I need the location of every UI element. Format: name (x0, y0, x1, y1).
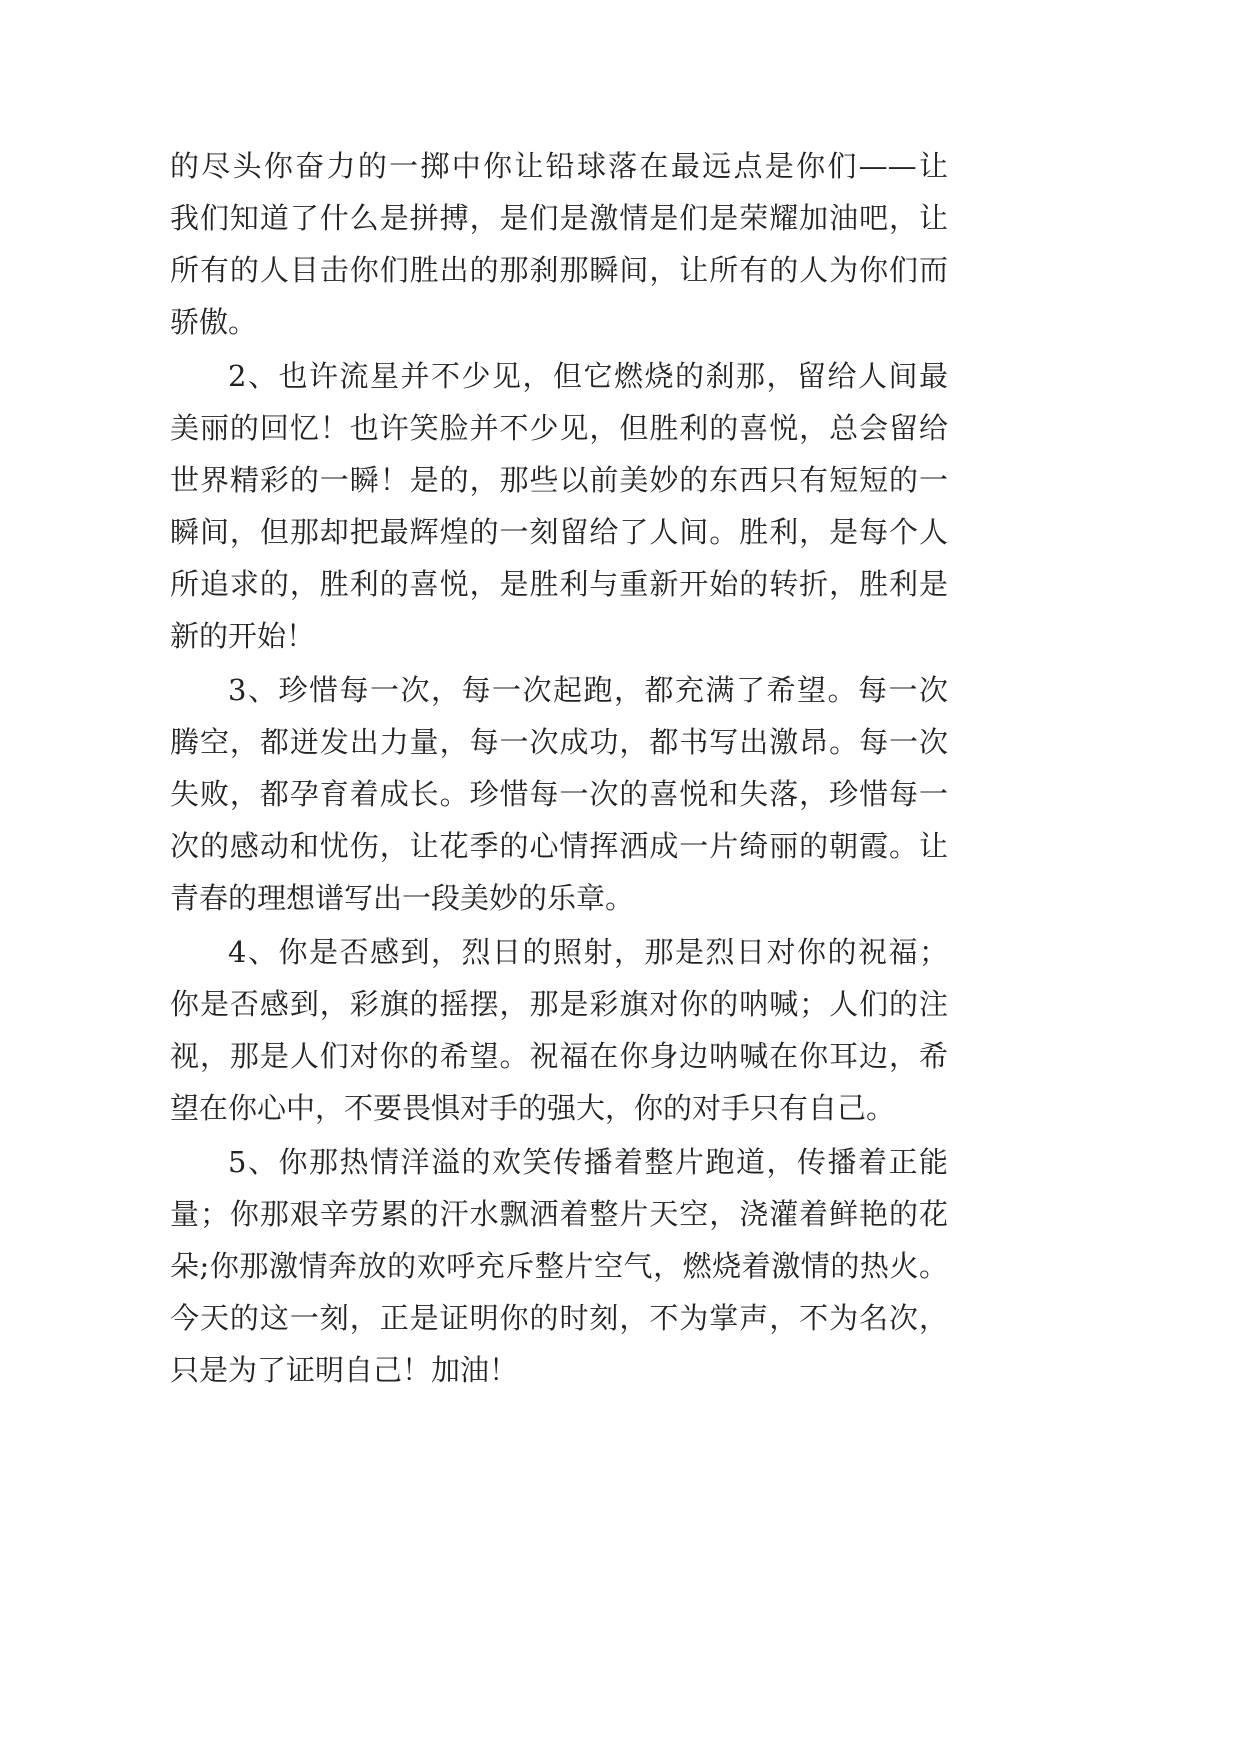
text-line: 的尽头你奋力的一掷中你让铅球落在最远点是你们——让 (170, 149, 948, 183)
paragraph-continuation (170, 140, 948, 348)
text-line: 美丽的回忆！也许笑脸并不少见，但胜利的喜悦，总会留给 (170, 411, 948, 445)
text-line: 只是为了证明自己！加油！ (170, 1353, 519, 1387)
text-line: 望在你心中，不要畏惧对手的强大，你的对手只有自己。 (170, 1091, 896, 1125)
text-line: 你是否感到，彩旗的摇摆，那是彩旗对你的呐喊；人们的注 (170, 987, 948, 1021)
text-line: 2、也许流星并不少见，但它燃烧的刹那，留给人间最 (228, 359, 948, 393)
text-line: 新的开始！ (170, 619, 316, 653)
paragraph-3 (170, 664, 948, 924)
text-line: 所有的人目击你们胜出的那刹那瞬间，让所有的人为你们而 (170, 253, 948, 287)
text-line: 所追求的，胜利的喜悦，是胜利与重新开始的转折，胜利是 (170, 567, 948, 601)
text-line: 次的感动和忧伤，让花季的心情挥洒成一片绮丽的朝霞。让 (170, 829, 948, 863)
text-line: 失败，都孕育着成长。珍惜每一次的喜悦和失落，珍惜每一 (170, 777, 948, 811)
text-line: 今天的这一刻，正是证明你的时刻，不为掌声，不为名次， (170, 1301, 948, 1335)
text-line: 视，那是人们对你的希望。祝福在你身边呐喊在你耳边，希 (170, 1039, 948, 1073)
text-line: 量；你那艰辛劳累的汗水飘洒着整片天空，浇灌着鲜艳的花 (170, 1197, 948, 1231)
text-line: 4、你是否感到，烈日的照射，那是烈日对你的祝福； (228, 935, 948, 969)
paragraph-2 (170, 350, 948, 662)
text-line: 世界精彩的一瞬！是的，那些以前美妙的东西只有短短的一 (170, 463, 948, 497)
text-line: 腾空，都迸发出力量，每一次成功，都书写出激昂。每一次 (170, 725, 948, 759)
text-line: 骄傲。 (170, 305, 258, 339)
text-line: 5、你那热情洋溢的欢笑传播着整片跑道，传播着正能 (228, 1145, 948, 1179)
text-line: 朵;你那激情奔放的欢呼充斥整片空气，燃烧着激情的热火。 (170, 1249, 948, 1283)
paragraph-4 (170, 926, 948, 1134)
text-line: 3、珍惜每一次，每一次起跑，都充满了希望。每一次 (228, 673, 948, 707)
text-line: 瞬间，但那却把最辉煌的一刻留给了人间。胜利，是每个人 (170, 515, 948, 549)
text-line: 青春的理想谱写出一段美妙的乐章。 (170, 881, 635, 915)
document-body (170, 140, 948, 1398)
paragraph-5 (170, 1136, 948, 1396)
text-line: 我们知道了什么是拼搏，是们是激情是们是荣耀加油吧，让 (170, 201, 948, 235)
